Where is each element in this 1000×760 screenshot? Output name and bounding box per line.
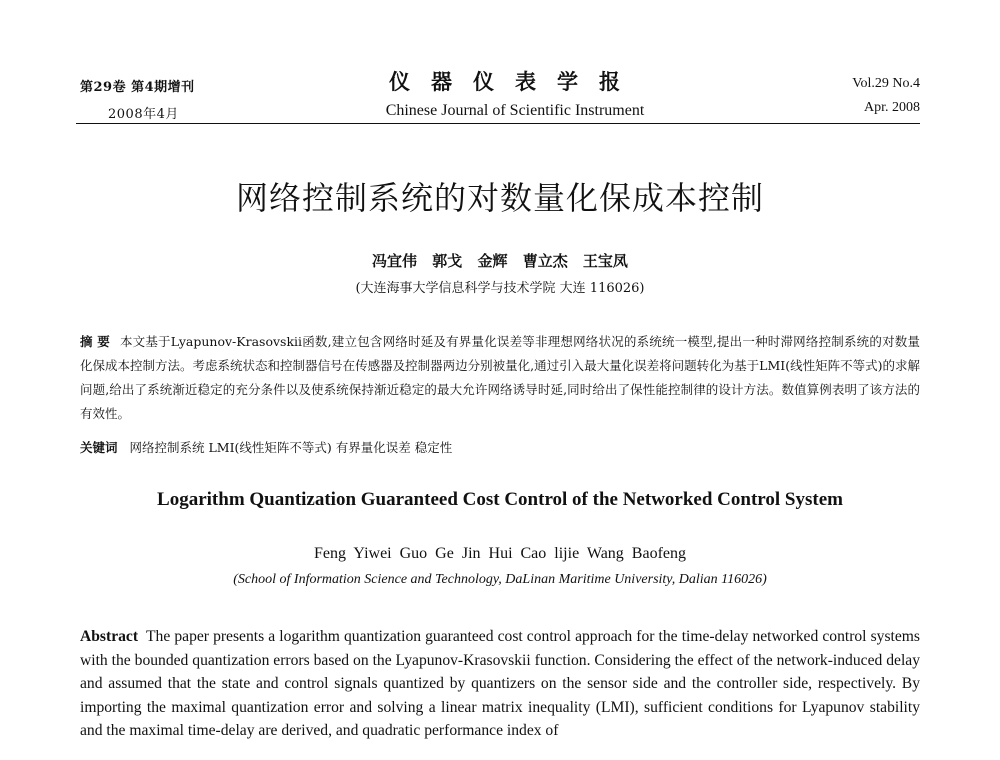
keywords-cn-text: 网络控制系统 LMI(线性矩阵不等式) 有界量化误差 稳定性 [129,440,453,455]
authors-en: Feng Yiwei Guo Ge Jin Hui Cao lijie Wang Baofeng [314,545,686,562]
keywords-cn [80,438,920,456]
affiliation-cn: (大连海事大学信息科学与技术学院 大连 116026) [355,281,645,296]
issue-date-en: Apr. 2008 [864,100,920,115]
authors-cn: 冯宜伟 郭戈 金辉 曹立杰 王宝凤 [372,252,628,270]
abstract-en-label: Abstract [80,628,139,645]
journal-name-en: Chinese Journal of Scientific Instrument [385,102,645,119]
affiliation-en: (School of Information Science and Technology, DaLinan Maritime University, Dalian 116026) [233,572,767,587]
abstract-en-text: The paper presents a logarithm quantization guaranteed cost control approach for the time-delay networked control systems with the bounded quantization errors based on the Lyapunov-Krasovskii function. Considering the effect of the network-induced delay and assumed that the state and control signals quantized by quantizers on the sensor side and the controller side, respectively. By importing the maximal quantization error and solving a linear matrix inequality (LMI), sufficient conditions for Lyapunov stability and the maximal time-delay are derived, and quadratic performance index of [80,628,920,740]
abstract-en [80,625,920,743]
abstract-cn [80,330,920,426]
issue-date-cn: 2008年4月 [108,107,179,122]
abstract-cn-label: 摘 要 [80,334,110,349]
keywords-cn-label: 关键词 [80,440,118,455]
volume-info [852,76,920,116]
volume-number: Vol.29 No.4 [852,76,920,91]
paper-title-en: Logarithm Quantization Guaranteed Cost Control of the Networked Control System [157,489,843,510]
issue-volume: 第29卷 第4期增刊 [80,80,195,95]
abstract-cn-text: 本文基于Lyapunov-Krasovskii函数,建立包含网络时延及有界量化误差等非理想网络状况的系统统一模型,提出一种时滞网络控制系统的对数量化保成本控制方法。考虑系统状态和控制器信号在传感器及控制器两边分别被量化,通过引入最大量化误差将问题转化为基于LMI(线性矩阵不等式)的求解问题,给出了系统渐近稳定的充分条件以及使系统保持渐近稳定的最大允许网络诱导时延,同时给出了保性能控制律的设计方法。数值算例表明了该方法的有效性。 [80,334,920,421]
journal-name-cn: 仪器仪表学报 [389,69,641,94]
journal-name [340,66,690,120]
header-rule [76,123,920,124]
issue-info [80,76,195,122]
paper-title-cn: 网络控制系统的对数量化保成本控制 [235,179,764,217]
